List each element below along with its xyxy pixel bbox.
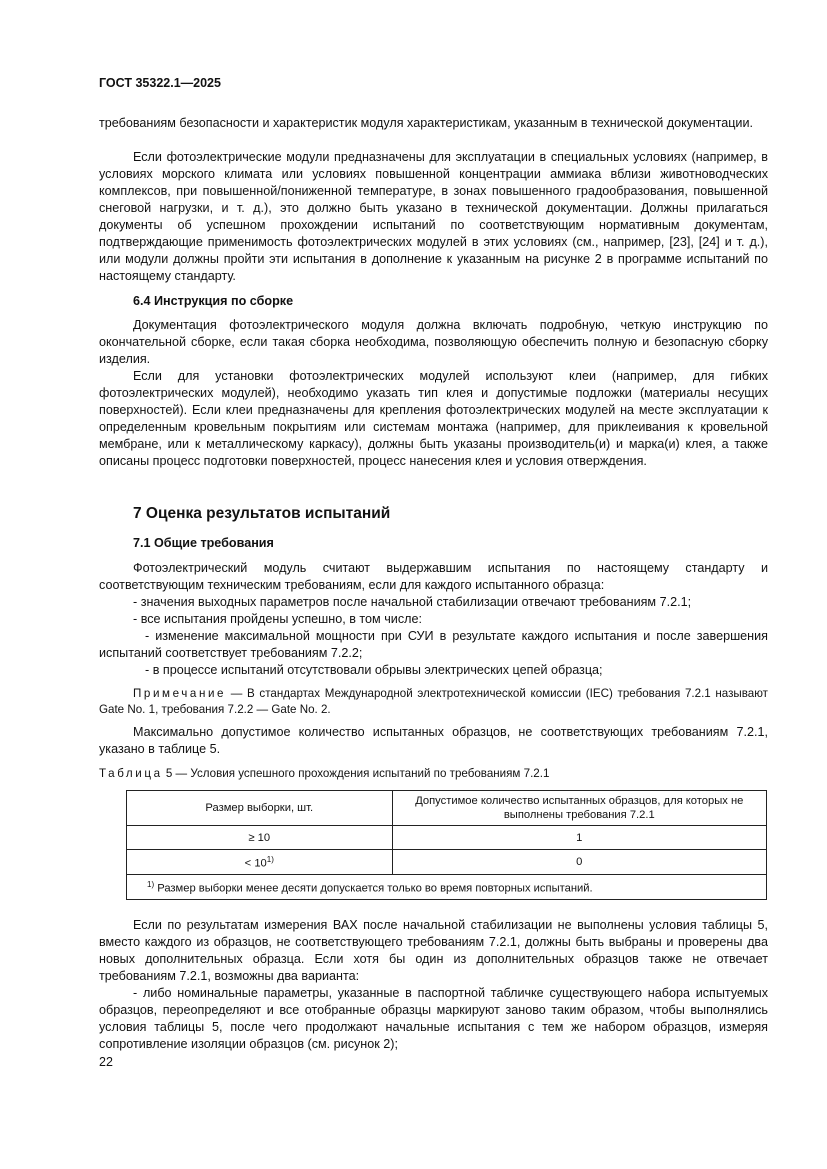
paragraph-intro: Фотоэлектрический модуль считают выдержавшим испытания по настоящему стандарту и соответствующим техническим требованиям, если для каждого испытанного образца: [99, 561, 768, 592]
table-cell-size: ≥ 10 [127, 826, 393, 850]
table-cell-allowed: 0 [392, 850, 766, 875]
table-cell-allowed: 1 [392, 826, 766, 850]
paragraph-if: Если по результатам измерения ВАХ после начальной стабилизации не выполнены условия таблицы 5, вместо каждого из образцов, не соответствующего требованиям 7.2.1, должны быть выбраны и проверены два новых дополнительных образца. Если хотя бы один из дополнительных образцов также не отвечает требованиям 7.2.1, возможны два варианта: [99, 918, 768, 983]
table-row [127, 826, 767, 850]
standard-header: ГОСТ 35322.1—2025 [99, 76, 221, 90]
table-footnote-row [127, 875, 767, 900]
table-header-allowed: Допустимое количество испытанных образцов, для которых не выполнены требования 7.2.1 [392, 791, 766, 826]
paragraph-glue: Если для установки фотоэлектрических модулей используют клеи (например, для гибких фотоэлектрических модулей), необходимо указать тип клея и допустимые подложки (материалы несущих поверхностей). Если клеи предназначены для крепления фотоэлектрических модулей на месте эксплуатации к определенным кровельным покрытиям или системам монтажа (например, для приклеивания к кровельной мембране, или к металлическому каркасу), должны быть указаны производитель(и) и марка(и) клея, а также описаны процесс подготовки поверхностей, процесс нанесения клея и условия отверждения. [99, 369, 768, 468]
heading-section-7: 7 Оценка результатов испытаний [133, 505, 391, 522]
heading-6-4: 6.4 Инструкция по сборке [133, 294, 294, 308]
footnote-mark: 1) [147, 879, 155, 889]
table-header-size: Размер выборки, шт. [127, 791, 393, 826]
table-caption-label: Таблица [99, 767, 163, 780]
paragraph-special-conditions: Если фотоэлектрические модули предназначены для эксплуатации в специальных условиях (например, в условиях морского климата или условиях повышенной концентрации аммиака вблизи животноводческих комплексов, при повышенной/пониженной температуре, в зонах повышенного градообразования, повышенной снеговой нагрузки, и т. д.), это должно быть указано в технической документации. Должны прилагаться документы об успешном прохождении испытаний по соответствующим нормативным документам, подтверждающие применимость фотоэлектрических модулей в этих условиях (см., например, [23], [24] и т. д.), или модули должны пройти эти испытания в дополнение к указанным на рисунке 2 в программе испытаний по настоящему стандарту. [99, 150, 768, 283]
note [99, 686, 768, 718]
table-caption-text: 5 — Условия успешного прохождения испытаний по требованиям 7.2.1 [162, 767, 550, 780]
table-header-row [127, 791, 767, 826]
paragraph-assembly: Документация фотоэлектрического модуля должна включать подробную, четкую инструкцию по окончательной сборке, если такая сборка необходима, позволяющую обеспечить полную и безопасную сборку изделия. [99, 318, 768, 366]
paragraph-option: - либо номинальные параметры, указанные в паспортной табличке существующего набора испытуемых образцов, переопределяют и все отобранные образцы маркируют заново таким образом, чтобы выполнялись условия таблицы 5, после чего продолжают начальные испытания с тем же набором образцов, измеряя сопротивление изоляции образцов (см. рисунок 2); [99, 986, 768, 1051]
table-cell-size-value: < 10 [244, 857, 267, 870]
list-item-1: - значения выходных параметров после начальной стабилизации отвечают требованиям 7.2.1; [133, 595, 692, 609]
footnote-text: Размер выборки менее десяти допускается только во время повторных испытаний. [154, 882, 593, 895]
paragraph-continuation: требованиям безопасности и характеристик модуля характеристикам, указанным в технической документации. [99, 116, 753, 130]
paragraph-max: Максимально допустимое количество испытанных образцов, не соответствующих требованиям 7.2.1, указано в таблице 5. [99, 725, 768, 756]
sub-item-2: - в процессе испытаний отсутствовали обрывы электрических цепей образца; [145, 663, 603, 677]
page-number: 22 [99, 1055, 113, 1069]
table-cell-size [127, 850, 393, 875]
table-5 [126, 790, 767, 900]
table-caption [99, 767, 549, 780]
footnote-ref: 1) [266, 854, 274, 864]
note-label: Примечание [133, 687, 227, 700]
list-item-2: - все испытания пройдены успешно, в том числе: [133, 612, 422, 626]
table-footnote [127, 875, 767, 900]
sub-item-1: - изменение максимальной мощности при СУИ в результате каждого испытания и после завершения испытаний соответствует требованиям 7.2.2; [99, 629, 768, 660]
table-row [127, 850, 767, 875]
note-text: — В стандартах Международной электротехнической комиссии (IEC) требования 7.2.1 называют Gate No. 1, требования 7.2.2 — Gate No. 2. [99, 687, 768, 716]
heading-7-1: 7.1 Общие требования [133, 536, 274, 550]
